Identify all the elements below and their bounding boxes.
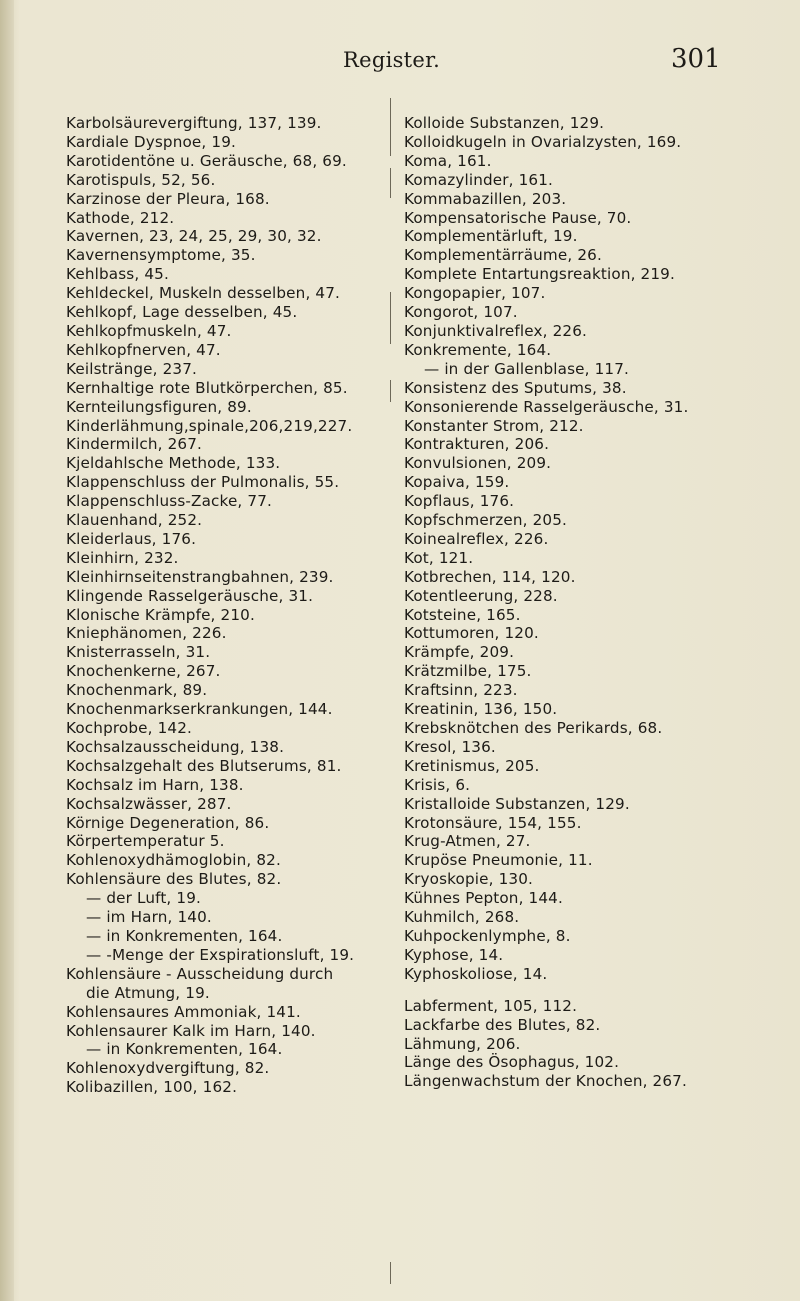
index-entry: Kernhaltige rote Blutkörperchen, 85. [66,378,348,397]
index-entry: Kochprobe, 142. [66,719,193,737]
index-entry: Knisterrasseln, 31. [66,643,211,662]
index-entry: Kohlensaures Ammoniak, 141. [66,1002,301,1021]
index-entry: Konsonierende Rasselgeräusche, 31. [404,397,689,416]
index-entry: Kompensatorische Pause, 70. [404,208,632,227]
index-entry: Kongorot, 107. [404,303,518,322]
index-subentry: — in der Gallenblase, 117. [424,359,630,378]
index-entry: Krämpfe, 209. [404,643,515,662]
column-divider-segment [390,98,391,156]
index-entry: Kohlensäure - Ausscheidung durch [66,964,334,983]
index-entry: Kyphose, 14. [404,945,504,964]
index-entry: Karbolsäurevergiftung, 137, 139. [66,114,322,132]
index-entry: Klappenschluss der Pulmonalis, 55. [66,473,340,492]
index-entry: Karotispuls, 52, 56. [66,170,216,189]
index-entry: Krotonsäure, 154, 155. [404,813,582,832]
index-entry: Klauenhand, 252. [66,511,203,530]
index-subentry: — in Konkrementen, 164. [86,1040,283,1059]
index-entry: Kernteilungsfiguren, 89. [66,397,252,416]
column-divider-segment [390,380,391,402]
index-entry-continuation: die Atmung, 19. [86,983,210,1002]
index-entry: Knochenmarkserkrankungen, 144. [66,700,333,719]
index-entry: Konvulsionen, 209. [404,454,552,473]
index-entry: Kochsalz im Harn, 138. [66,775,244,794]
index-entry: Kleinhirnseitenstrangbahnen, 239. [66,567,334,586]
index-entry: Karotidentöne u. Geräusche, 68, 69. [66,151,347,170]
index-entry: Kehlkopfnerven, 47. [66,340,221,359]
index-entry: Lackfarbe des Blutes, 82. [404,1015,601,1034]
index-entry: Kindermilch, 267. [66,435,202,454]
index-entry: Kot, 121. [404,548,474,567]
index-entry: Krisis, 6. [404,775,471,794]
index-entry: Komplementärluft, 19. [404,227,578,246]
index-entry: Kretinismus, 205. [404,756,540,775]
index-entry: Knochenkerne, 267. [66,662,221,681]
page-title: Register. [343,48,441,72]
index-entry: Krebsknötchen des Perikards, 68. [404,719,663,737]
index-entry: Komplementärräume, 26. [404,246,602,265]
index-entry: Kohlensäure des Blutes, 82. [66,870,282,889]
index-entry: Kongopapier, 107. [404,284,546,303]
index-entry: Labferment, 105, 112. [404,996,578,1015]
page-spine-shadow [0,0,14,1301]
index-entry: Kochsalzausscheidung, 138. [66,737,285,756]
index-entry: Kottumoren, 120. [404,624,539,643]
index-entry: Kehlkopfmuskeln, 47. [66,321,232,340]
index-entry: Kresol, 136. [404,737,496,756]
index-entry: Kotbrechen, 114, 120. [404,567,576,586]
index-entry: Kehldeckel, Muskeln desselben, 47. [66,284,341,303]
index-entry: Kohlenoxydhämoglobin, 82. [66,851,281,870]
index-entry: Lähmung, 206. [404,1034,521,1053]
index-entry: Kommabazillen, 203. [404,189,567,208]
page-header [0,44,800,78]
index-column-left [66,114,386,1097]
index-entry: Länge des Ösophagus, 102. [404,1053,620,1072]
index-entry: Körnige Degeneration, 86. [66,813,270,832]
index-entry: Krug-Atmen, 27. [404,832,531,851]
index-entry: Kopaiva, 159. [404,473,510,492]
index-subentry: — im Harn, 140. [86,908,212,927]
index-entry: Kohlenoxydvergiftung, 82. [66,1059,270,1078]
index-entry: Kraftsinn, 223. [404,681,518,700]
index-entry: Kavernensymptome, 35. [66,246,256,265]
index-entry: Kolibazillen, 100, 162. [66,1078,238,1097]
column-divider-segment [390,168,391,198]
index-entry: Knochenmark, 89. [66,681,208,700]
index-entry: Konkremente, 164. [404,340,552,359]
index-subentry: — -Menge der Exspirationsluft, 19. [86,945,355,964]
index-entry: Körpertemperatur 5. [66,832,225,851]
index-subentry: — in Konkrementen, 164. [86,926,283,945]
index-entry: Kreatinin, 136, 150. [404,700,558,719]
index-entry: Kuhmilch, 268. [404,908,520,927]
index-entry: Kleinhirn, 232. [66,548,179,567]
index-entry: Koinealreflex, 226. [404,529,549,548]
index-entry: Kolloide Substanzen, 129. [404,114,605,132]
index-entry: Kehlbass, 45. [66,265,169,284]
index-entry: Kyphoskoliose, 14. [404,964,548,983]
index-entry: Kathode, 212. [66,208,175,227]
index-entry: Kardiale Dyspnoe, 19. [66,132,236,151]
index-entry: Konjunktivalreflex, 226. [404,321,588,340]
index-column-right [404,114,734,1091]
index-entry: Kleiderlaus, 176. [66,529,197,548]
index-entry: Kontrakturen, 206. [404,435,550,454]
index-entry: Konstanter Strom, 212. [404,416,584,435]
index-entry: Kjeldahlsche Methode, 133. [66,454,281,473]
index-entry: Komazylinder, 161. [404,170,554,189]
index-entry: Kavernen, 23, 24, 25, 29, 30, 32. [66,227,322,246]
index-entry: Kehlkopf, Lage desselben, 45. [66,303,298,322]
index-entry: Krätzmilbe, 175. [404,662,532,681]
index-entry: Klonische Krämpfe, 210. [66,605,255,624]
index-entry: Kochsalzgehalt des Blutserums, 81. [66,756,342,775]
index-entry: Klingende Rasselgeräusche, 31. [66,586,314,605]
index-entry: Längenwachstum der Knochen, 267. [404,1072,687,1091]
column-divider-segment [390,1262,391,1284]
index-entry: Koma, 161. [404,151,492,170]
index-entry: Kinderlähmung,spinale,206,219,227. [66,416,353,435]
index-entry: Keilstränge, 237. [66,359,198,378]
column-divider-segment [390,292,391,344]
index-entry: Kühnes Pepton, 144. [404,889,563,908]
index-entry: Kolloidkugeln in Ovarialzysten, 169. [404,132,682,151]
index-entry: Kuhpockenlymphe, 8. [404,926,571,945]
index-entry: Kotentleerung, 228. [404,586,558,605]
index-entry: Klappenschluss-Zacke, 77. [66,492,272,511]
index-entry: Komplete Entartungsreaktion, 219. [404,265,675,284]
index-subentry: — der Luft, 19. [86,889,201,908]
index-entry: Kopfschmerzen, 205. [404,511,568,530]
index-entry: Karzinose der Pleura, 168. [66,189,270,208]
index-entry: Kotsteine, 165. [404,605,521,624]
page-number: 301 [671,44,721,74]
index-entry: Kohlensaurer Kalk im Harn, 140. [66,1021,316,1040]
index-entry: Kopflaus, 176. [404,492,515,511]
index-entry: Kochsalzwässer, 287. [66,794,232,813]
index-entry: Konsistenz des Sputums, 38. [404,378,627,397]
index-entry: Krupöse Pneumonie, 11. [404,851,593,870]
index-entry: Kryoskopie, 130. [404,870,534,889]
index-entry: Kniephänomen, 226. [66,624,227,643]
index-entry: Kristalloide Substanzen, 129. [404,794,630,813]
